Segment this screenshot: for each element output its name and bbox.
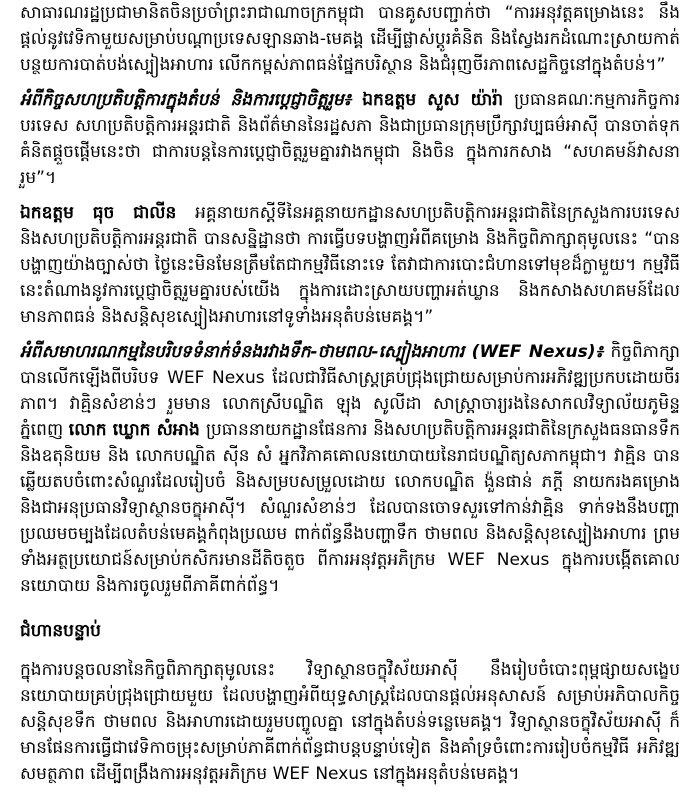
text-segment: ឯកឧត្តម ធុច ជាលីន [20, 203, 196, 223]
paragraph [20, 200, 680, 330]
text-segment: ក្នុងការបន្តចលនានៃកិច្ចពិភាក្សាតុមូលនេះ វិទ្យាស្ថានចក្ខុវិស័យអាស៊ី នឹងរៀបចំបោះពុម្ពផ្សាយសង្ខេបនយោបាយគ្រប់ជ្រុងជ្រោយមួយ ដែលបង្ហាញអំពីយុទ្ធសាស្ត្រដែលបានផ្តល់អនុសាសន៍ សម្រាប់អភិបាលកិច្ចសន្តិសុខទឹក ថាមពល និងអាហារដោយរួមបញ្ចូលគ្នា នៅក្នុងតំបន់ទន្លេមេគង្គ។ វិទ្យាស្ថានចក្ខុវិស័យអាស៊ី ក៏មានផែនការធ្វើជាវេទិកាចម្រុះសម្រាប់ភាគីពាក់ព័ន្ធជាបន្តបន្ទាប់ទៀត និងគាំទ្រចំពោះការរៀបចំកម្មវិធី អភិវឌ្ឍសមត្ថភាព ដើម្បីពង្រឹងការអនុវត្តអភិក្រម WEF Nexus នៅក្នុងអនុតំបន់មេគង្គ។ [20, 660, 680, 784]
text-segment: ប្រធានគណៈកម្មការកិច្ចការបរទេស សហប្រតិបត្តិការអន្តរជាតិ និងព័ត៌មាននៃរដ្ឋសភា និងជាប្រធានក្រុមប្រឹក្សាវប្បធម៌អាស៊ី បានចាត់ទុកគំនិតផ្តួចផ្តើមនេះថា ជាការបន្តនៃការប្តេជ្ញាចិត្តរួមគ្នារវាងកម្ពុជា និងចិន ក្នុងការកសាង “សហគមន៍វាសនារួម”។ [20, 90, 680, 188]
document-content [20, 0, 680, 796]
text-segment: អំពីកិច្ចសហប្រតិបត្តិការក្នុងតំបន់ និងការប្តេជ្ញាចិត្តរួម៖ [20, 90, 363, 110]
paragraph [20, 0, 680, 78]
text-segment: លោក ឃ្លោក សំអាង [68, 420, 206, 440]
text-segment: កិច្ចពិភាក្សា បានលើកឡើងពីបរិបទ WEF Nexus ដែលជាវិធីសាស្ត្រគ្រប់ជ្រុងជ្រោយសម្រាប់ការអភិវឌ្ឍប្រកបដោយចីរភាព។ វាគ្មិនសំខាន់ៗ រួមមាន លោកស្រីបណ្ឌិត ឡុង សូលីដា សាស្ត្រាចារ្យរងនៃសាកលវិទ្យាល័យភូមិន្ទភ្នំពេញ [20, 342, 680, 440]
paragraph [20, 87, 680, 191]
section-heading [20, 618, 680, 644]
text-segment: ជំហានបន្ទាប់ [20, 621, 101, 641]
text-segment: អគ្គនាយកស្តីទីនៃអគ្គនាយកដ្ឋានសហប្រតិបត្តិការអន្តរជាតិនៃក្រសួងការបរទេស និងសហប្រតិបត្តិការអន្តរជាតិ បានសន្និដ្ឋានថា ការធ្វើបទបង្ហាញអំពីគម្រោង និងកិច្ចពិភាក្សាតុមូលនេះ “បានបង្ហាញយ៉ាងច្បាស់ថា ថ្ងៃនេះមិនមែនត្រឹមតែជាកម្មវិធីនោះទេ តែវាជាការបោះជំហានទៅមុខដ៏ក្លាមួយ។ កម្មវិធីនេះតំណាងនូវការប្តេជ្ញាចិត្តរួមគ្នារបស់យើង ក្នុងការដោះស្រាយបញ្ហាអត់ឃ្លាន និងកសាងសហគមន៍ដែលមានភាពធន់ និងសន្តិសុខស្បៀងអាហារនៅទូទាំងអនុតំបន់មេគង្គ។” [20, 203, 680, 327]
paragraph [20, 339, 680, 599]
text-segment: ប្រធាននាយកដ្ឋានផែនការ និងសហប្រតិបត្តិការអន្តរជាតិនៃក្រសួងធនធានទឹក និងឧតុនិយម និង លោកបណ្ឌិត ស៊ីន សំ អ្នកវិភាគគោលនយោបាយនៃរាជបណ្ឌិត្យសភាកម្ពុជា។ វាគ្មិន បានឆ្លើយតបចំពោះសំណួរដែលរៀបចំ និងសម្របសម្រួលដោយ លោកបណ្ឌិត ង៉ួនផាន់ ភក្តី នាយករងគម្រោង និងជាអនុប្រធានវិទ្យាស្ថានចក្ខុអាស៊ី។ សំណួរសំខាន់ៗ ដែលបានចោទសួរទៅកាន់វាគ្មិន ទាក់ទងនឹងបញ្ហាប្រឈមចម្បងដែលតំបន់មេគង្គកំពុងប្រឈម ពាក់ព័ន្ធនឹងបញ្ហាទឹក ថាមពល និងសន្តិសុខស្បៀងអាហារ ព្រមទាំងអត្ថប្រយោជន៍សម្រាប់កសិករមានដីតិចតួច ពីការអនុវត្តអភិក្រម WEF Nexus ក្នុងការបង្កើតគោលនយោបាយ និងការចូលរួមពីភាគីពាក់ព័ន្ធ។ [20, 420, 680, 596]
text-segment: សាធារណរដ្ឋប្រជាមានិតចិនប្រចាំព្រះរាជាណាចក្រកម្ពុជា បានគូសបញ្ជាក់ថា “ការអនុវត្តគម្រោងនេះ នឹងផ្តល់នូវវេទិកាមួយសម្រាប់បណ្តាប្រទេសឡានឆាង-មេគង្គ ដើម្បីផ្លាស់ប្តូរគំនិត និងស្វែងរកដំណោះស្រាយកាត់បន្ថយការបាត់បង់ស្បៀងអាហារ លើកកម្ពស់ភាពធន់ផ្នែកបរិស្ថាន និងជំរុញចីរភាពសេដ្ឋកិច្ចនៅក្នុងតំបន់។” [20, 3, 680, 75]
text-segment: អំពីសមាហរណកម្មនៃបរិបទទំនាក់ទំនងរវាងទឹក-ថាមពល-ស្បៀងអាហារ (WEF Nexus)៖ [20, 342, 611, 362]
paragraph [20, 657, 680, 787]
text-segment: ឯកឧត្តម សួស យ៉ារ៉ា [362, 90, 515, 110]
